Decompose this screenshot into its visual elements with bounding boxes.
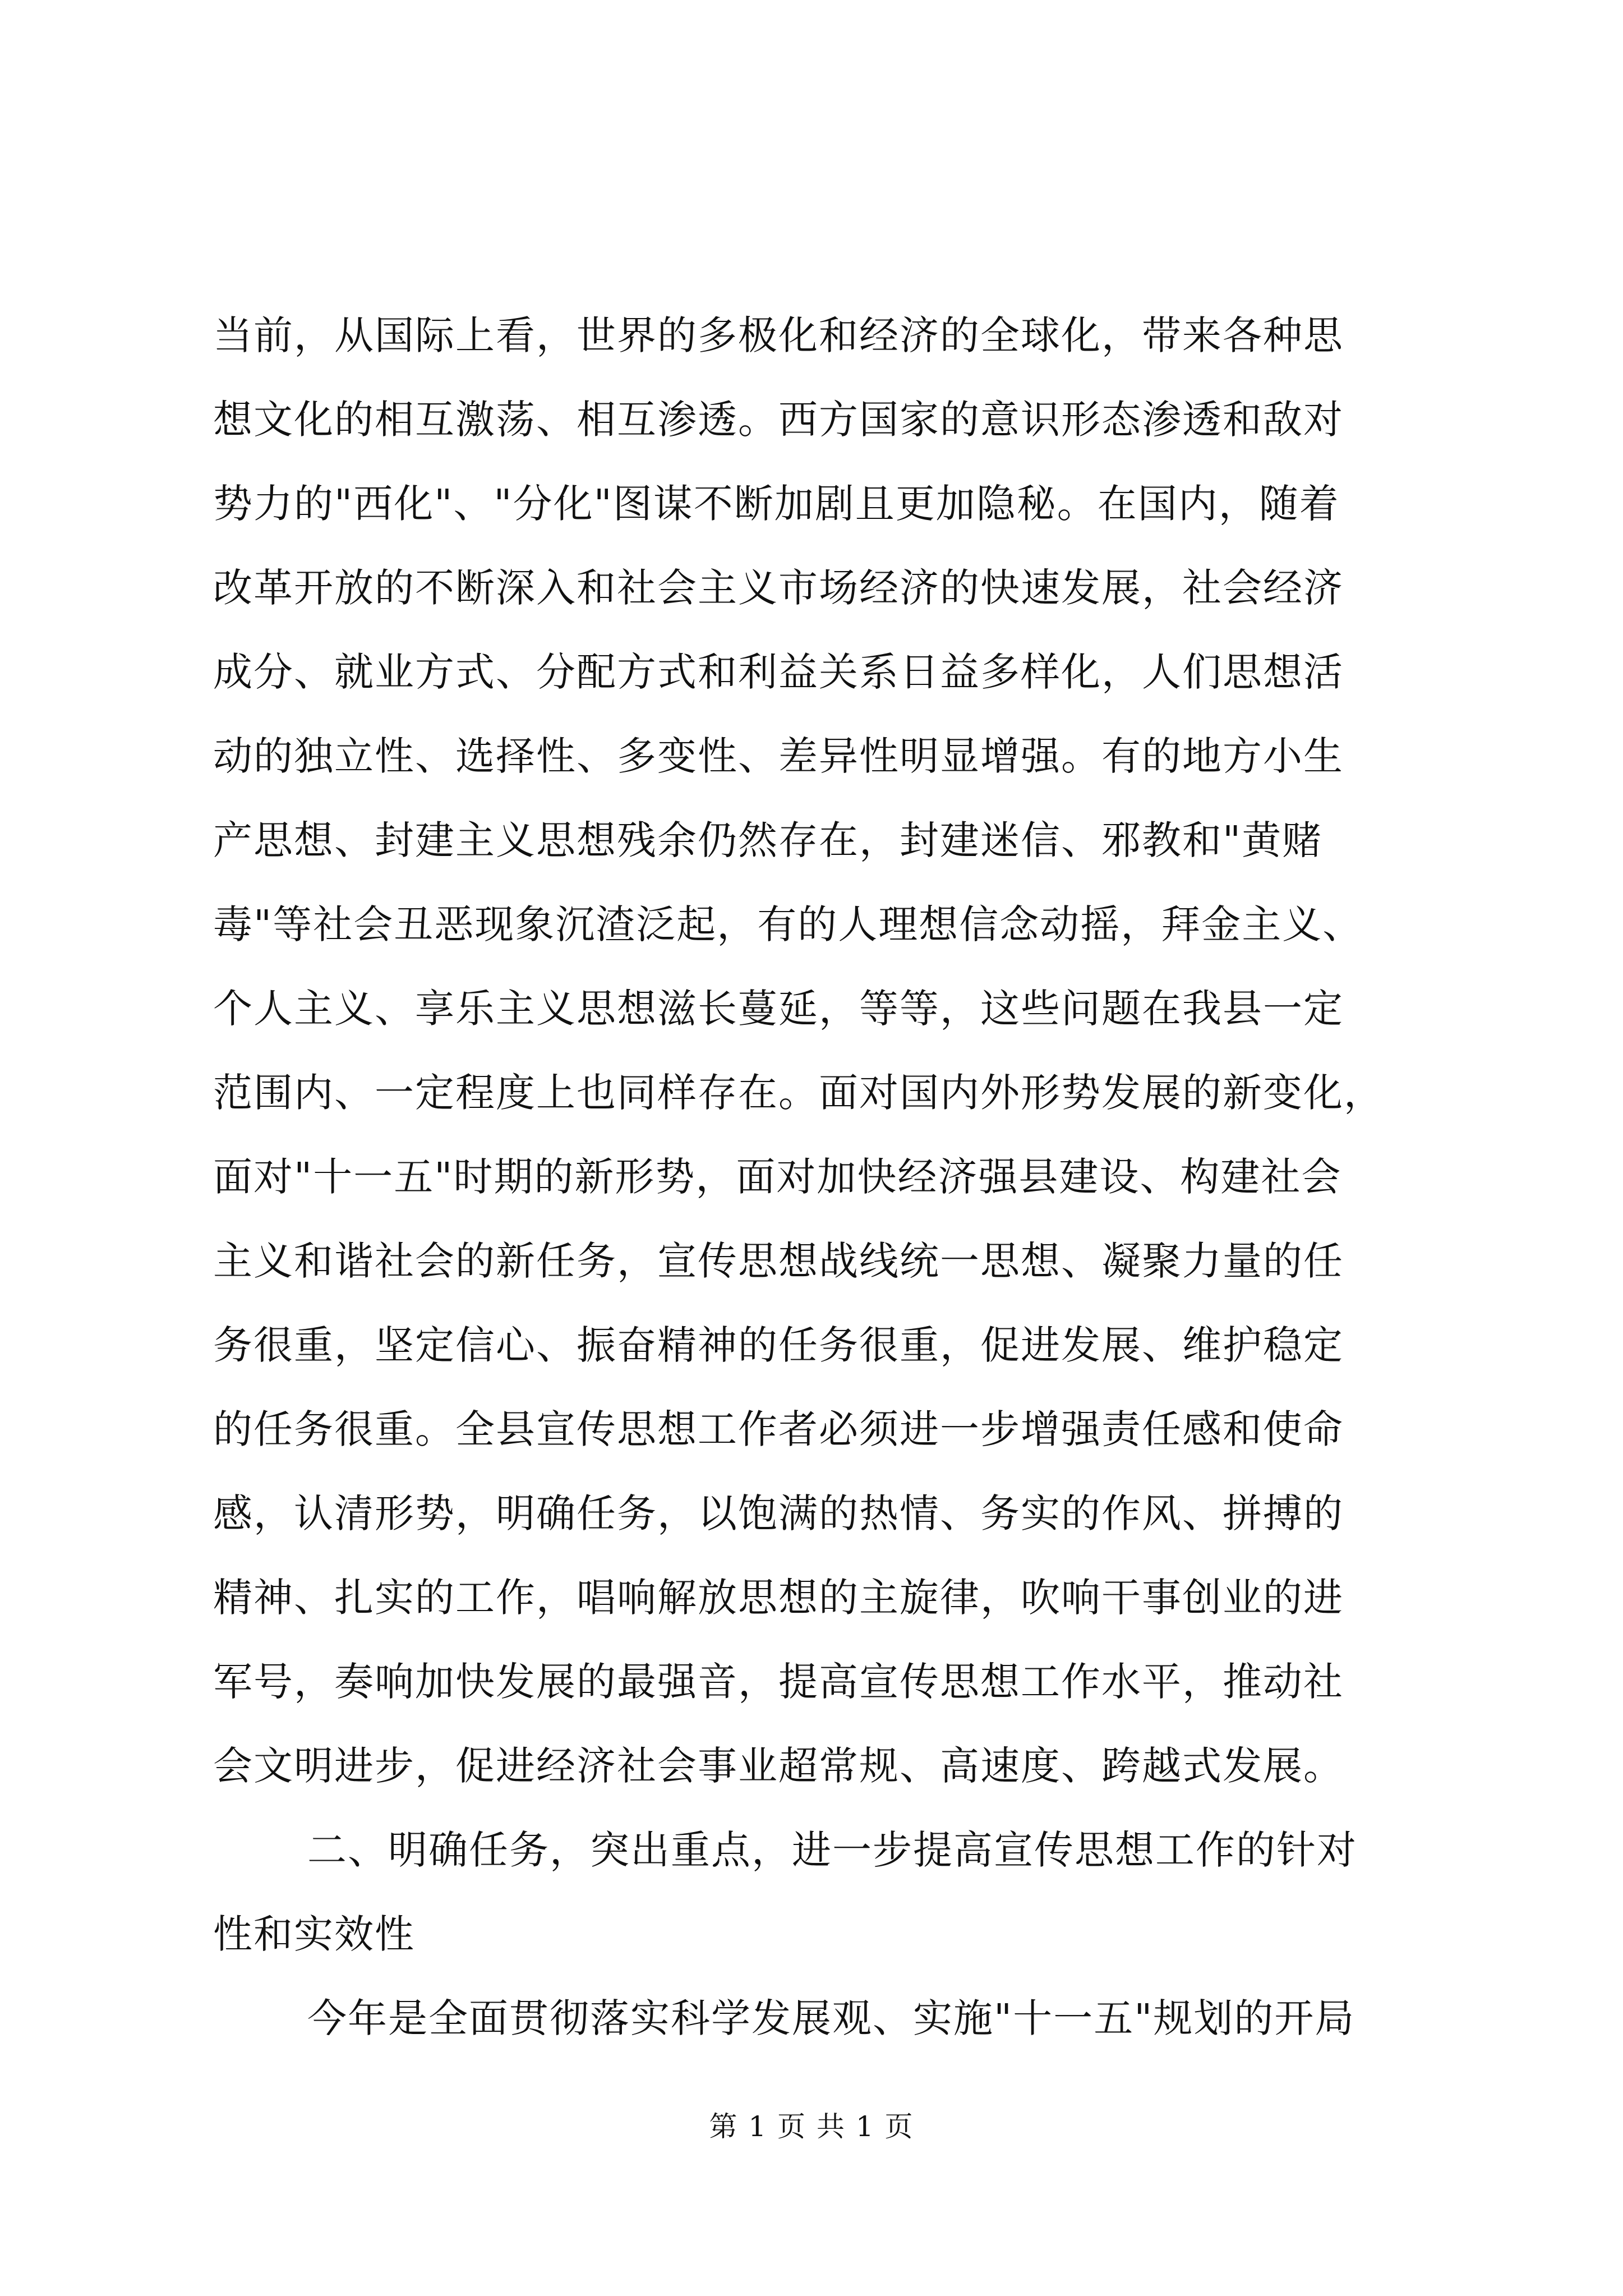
paragraph-line: 军号，奏响加快发展的最强音，提高宣传思想工作水平，推动社 — [213, 1659, 1344, 1705]
paragraph-line: 会文明进步，促进经济社会事业超常规、高速度、跨越式发展。 — [213, 1743, 1344, 1789]
paragraph-line: 范围内、一定程度上也同样存在。面对国内外形势发展的新变化， — [213, 1070, 1384, 1116]
paragraph-line: 今年是全面贯彻落实科学发展观、实施"十一五"规划的开局 — [307, 1995, 1355, 2041]
section-heading-line: 性和实效性 — [213, 1911, 415, 1957]
paragraph-line: 个人主义、享乐主义思想滋长蔓延，等等，这些问题在我县一定 — [213, 986, 1344, 1032]
paragraph-line: 改革开放的不断深入和社会主义市场经济的快速发展，社会经济 — [213, 565, 1344, 611]
paragraph-line: 的任务很重。全县宣传思想工作者必须进一步增强责任感和使命 — [213, 1406, 1344, 1452]
paragraph-line: 主义和谐社会的新任务，宣传思想战线统一思想、凝聚力量的任 — [213, 1238, 1344, 1284]
paragraph-line: 想文化的相互激荡、相互渗透。西方国家的意识形态渗透和敌对 — [213, 397, 1344, 443]
paragraph-line: 势力的"西化"、"分化"图谋不断加剧且更加隐秘。在国内，随着 — [213, 481, 1340, 527]
paragraph-line: 精神、扎实的工作，唱响解放思想的主旋律，吹响干事创业的进 — [213, 1575, 1344, 1621]
paragraph-line: 动的独立性、选择性、多变性、差异性明显增强。有的地方小生 — [213, 733, 1344, 779]
paragraph-line: 感，认清形势，明确任务，以饱满的热情、务实的作风、拼搏的 — [213, 1490, 1344, 1536]
paragraph-line: 成分、就业方式、分配方式和利益关系日益多样化，人们思想活 — [213, 649, 1344, 695]
paragraph-line: 毒"等社会丑恶现象沉渣泛起，有的人理想信念动摇，拜金主义、 — [213, 901, 1363, 947]
page-number-footer: 第 1 页 共 1 页 — [709, 2110, 914, 2143]
paragraph-line: 产思想、封建主义思想残余仍然存在，封建迷信、邪教和"黄赌 — [213, 817, 1323, 863]
paragraph-line: 当前，从国际上看，世界的多极化和经济的全球化，带来各种思 — [213, 312, 1344, 358]
paragraph-line: 务很重，坚定信心、振奋精神的任务很重，促进发展、维护稳定 — [213, 1322, 1344, 1368]
section-heading-line: 二、明确任务，突出重点，进一步提高宣传思想工作的针对 — [307, 1827, 1357, 1873]
paragraph-line: 面对"十一五"时期的新形势，面对加快经济强县建设、构建社会 — [213, 1154, 1342, 1200]
